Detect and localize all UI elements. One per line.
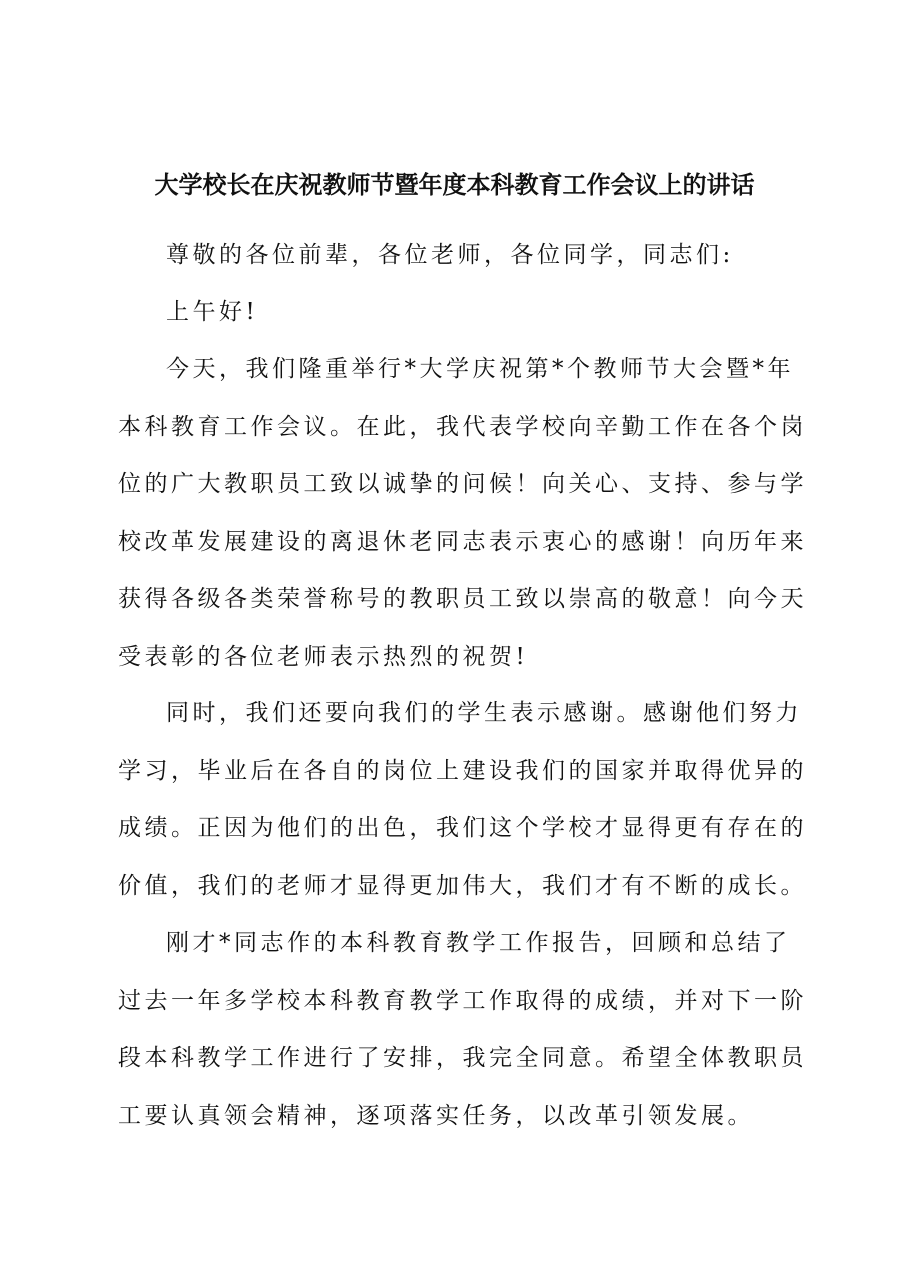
- paragraph: 今天，我们隆重举行*大学庆祝第*个教师节大会暨*年本科教育工作会议。在此，我代表学校向辛勤工作在各个岗位的广大教职员工致以诚挚的问候！向关心、支持、参与学校改革发展建设的离退休老同志表示衷心的感谢！向历年来获得各级各类荣誉称号的教职员工致以崇高的敬意！向今天受表彰的各位老师表示热烈的祝贺!: [118, 356, 807, 670]
- paragraph: 刚才*同志作的本科教育教学工作报告，回顾和总结了过去一年多学校本科教育教学工作取得的成绩，并对下一阶段本科教学工作进行了安排，我完全同意。希望全体教职员工要认真领会精神，逐项落实任务，以改革引领发展。: [118, 930, 807, 1129]
- document-title: 大学校长在庆祝教师节暨年度本科教育工作会议上的讲话: [154, 170, 755, 199]
- greeting: 上午好!: [166, 299, 259, 325]
- paragraph: 同时，我们还要向我们的学生表示感谢。感谢他们努力学习，毕业后在各自的岗位上建设我们的国家并取得优异的成绩。正因为他们的出色，我们这个学校才显得更有存在的价值，我们的老师才显得更加伟大，我们才有不断的成长。: [118, 700, 807, 899]
- salutation: 尊敬的各位前辈，各位老师，各位同学，同志们:: [166, 242, 734, 268]
